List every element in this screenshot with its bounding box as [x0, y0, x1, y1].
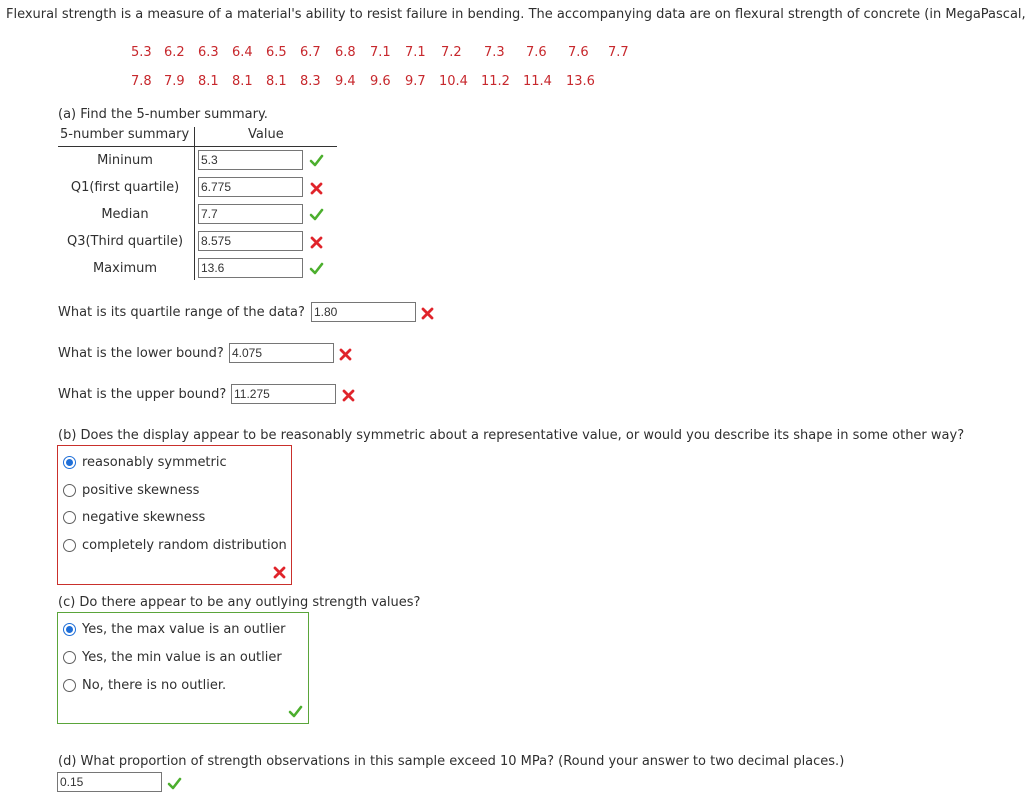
part-d-prompt: (d) What proportion of strength observations in this sample exceed 10 MPa? (Round your answer to two decimal places.) [58, 754, 845, 769]
incorrect-x-icon [309, 181, 324, 196]
part-c-prompt: (c) Do there appear to be any outlying strength values? [58, 595, 421, 610]
data-value: 7.1 [405, 45, 426, 60]
lower-bound-input[interactable]: 4.075 [229, 343, 334, 363]
upper-bound-question: What is the upper bound? [58, 387, 227, 402]
data-value: 6.4 [232, 45, 253, 60]
incorrect-x-icon [420, 306, 435, 321]
data-value: 5.3 [131, 45, 152, 60]
correct-check-icon [167, 776, 182, 791]
data-value: 8.1 [198, 74, 219, 89]
incorrect-x-icon [309, 235, 324, 250]
data-value: 11.2 [481, 74, 510, 89]
intro-text: Flexural strength is a measure of a material's ability to resist failure in bending. The accompanying data are on flexural strength of concrete (in MegaPascal, [6, 7, 1026, 22]
radio-positive-skewness[interactable] [63, 484, 76, 497]
incorrect-x-icon [272, 565, 287, 580]
option-label: Yes, the max value is an outlier [82, 622, 286, 637]
radio-completely-random[interactable] [63, 539, 76, 552]
data-value: 7.1 [370, 45, 391, 60]
row-label-minimum: Mininum [97, 153, 153, 168]
row-label-median: Median [101, 207, 149, 222]
data-value: 7.8 [131, 74, 152, 89]
option-label: No, there is no outlier. [82, 678, 227, 693]
row-label-q1: Q1(first quartile) [70, 180, 180, 195]
correct-check-icon [288, 704, 303, 719]
data-value: 10.4 [439, 74, 468, 89]
part-b-prompt: (b) Does the display appear to be reasonably symmetric about a representative value, or would you describe its shape in some other way? [58, 428, 965, 443]
data-value: 7.7 [608, 45, 629, 60]
option-label: negative skewness [82, 510, 206, 525]
median-input[interactable]: 7.7 [198, 204, 303, 224]
lower-bound-question: What is the lower bound? [58, 346, 224, 361]
table-header-value: Value [248, 127, 284, 142]
incorrect-x-icon [341, 388, 356, 403]
correct-check-icon [309, 153, 324, 168]
maximum-input[interactable]: 13.6 [198, 258, 303, 278]
data-value: 9.6 [370, 74, 391, 89]
row-label-maximum: Maximum [92, 261, 158, 276]
q3-input[interactable]: 8.575 [198, 231, 303, 251]
radio-negative-skewness[interactable] [63, 511, 76, 524]
row-label-q3: Q3(Third quartile) [66, 234, 184, 249]
minimum-input[interactable]: 5.3 [198, 150, 303, 170]
data-value: 6.5 [266, 45, 287, 60]
data-value: 6.3 [198, 45, 219, 60]
iqr-question: What is its quartile range of the data? [58, 305, 305, 320]
correct-check-icon [309, 261, 324, 276]
radio-reasonably-symmetric[interactable] [63, 456, 76, 469]
part-b-answer-box [57, 445, 292, 585]
data-value: 7.3 [484, 45, 505, 60]
iqr-input[interactable]: 1.80 [311, 302, 416, 322]
data-value: 7.9 [164, 74, 185, 89]
data-value: 9.4 [335, 74, 356, 89]
data-value: 7.6 [526, 45, 547, 60]
correct-check-icon [309, 207, 324, 222]
q1-input[interactable]: 6.775 [198, 177, 303, 197]
data-value: 7.6 [568, 45, 589, 60]
radio-max-outlier[interactable] [63, 623, 76, 636]
incorrect-x-icon [338, 347, 353, 362]
data-value: 9.7 [405, 74, 426, 89]
option-label: Yes, the min value is an outlier [82, 650, 282, 665]
proportion-input[interactable]: 0.15 [57, 772, 162, 792]
data-value: 6.2 [164, 45, 185, 60]
table-column-divider [194, 127, 195, 280]
data-value: 7.2 [441, 45, 462, 60]
option-label: reasonably symmetric [82, 455, 227, 470]
data-value: 8.1 [232, 74, 253, 89]
data-value: 13.6 [566, 74, 595, 89]
part-c-answer-box [57, 612, 309, 724]
data-value: 11.4 [523, 74, 552, 89]
table-header-rule [58, 146, 337, 147]
upper-bound-input[interactable]: 11.275 [231, 384, 336, 404]
option-label: completely random distribution [82, 538, 287, 553]
table-header-summary: 5-number summary [60, 127, 190, 142]
option-label: positive skewness [82, 483, 200, 498]
data-value: 8.3 [300, 74, 321, 89]
data-value: 8.1 [266, 74, 287, 89]
radio-min-outlier[interactable] [63, 651, 76, 664]
part-a-prompt: (a) Find the 5-number summary. [58, 107, 268, 122]
data-value: 6.7 [300, 45, 321, 60]
radio-no-outlier[interactable] [63, 679, 76, 692]
data-value: 6.8 [335, 45, 356, 60]
